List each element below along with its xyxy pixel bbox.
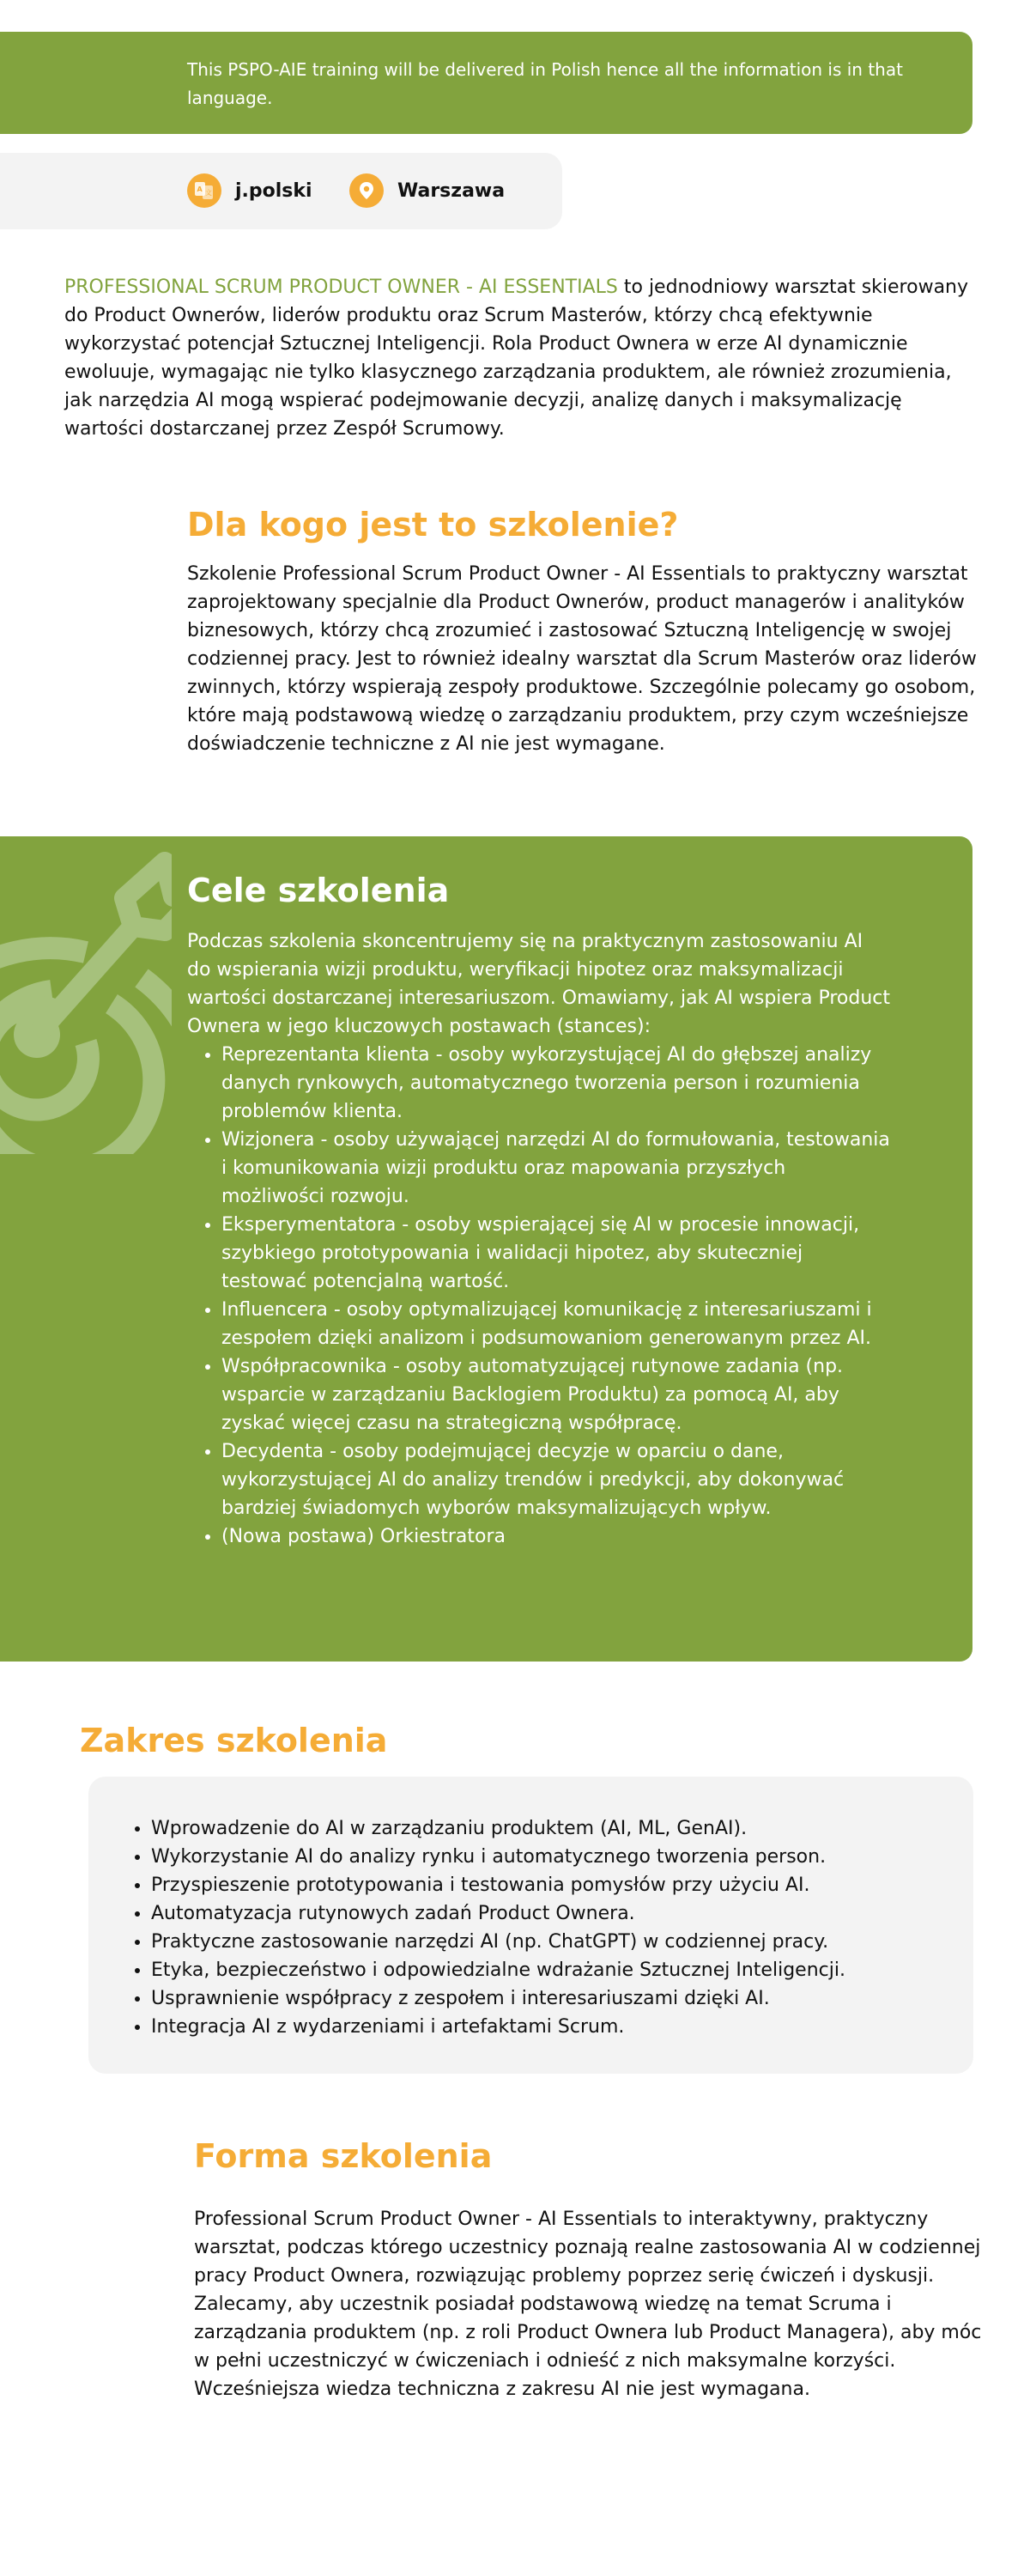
language-label: j.polski [235,179,312,202]
audience-text: Szkolenie Professional Scrum Product Owner - AI Essentials to praktyczny warsztat zaprojektowany specjalnie dla Product Ownerów, product managerów i analityków biznesowych, którzy chcą zrozumieć i zastosować Sztuczną Inteligencję w swojej codziennej pracy. Jest to również idealny warsztat dla Scrum Masterów oraz liderów zwinnych, którzy wspierają zespoły produktowe. Szczególnie polecamy go osobom, które mają podstawową wiedzę o zarządzaniu produktem, przy czym wcześniejsze doświadczenie techniczne z AI nie jest wymagane. [187,563,977,755]
list-item: • Reprezentanta klienta - osoby wykorzystującej AI do głębszej analizy danych rynkowych, automatycznego tworzenia person i rozumienia problemów klienta. [221,1041,891,1126]
list-item: • Eksperymentatora - osoby wspierającej się AI w procesie innowacji, szybkiego prototypowania i walidacji hipotez, aby skuteczniej testować potencjalną wartość. [221,1211,891,1296]
list-item: • Decydenta - osoby podejmującej decyzje w oparciu o dane, wykorzystującej AI do analizy trendów i predykcji, aby dokonywać bardziej świadomych wyborów maksymalizujących wpływ. [221,1437,891,1522]
audience-heading: Dla kogo jest to szkolenie? [187,506,679,544]
goals-section [0,836,972,1662]
list-item: • Wykorzystanie AI do analizy rynku i automatycznego tworzenia person. [151,1843,845,1871]
list-item: • Automatyzacja rutynowych zadań Product Ownera. [151,1899,845,1928]
goals-heading: Cele szkolenia [187,872,450,909]
language-notice-text: This PSPO-AIE training will be delivered in Polish hence all the information is in that language. [187,59,903,108]
format-text: Professional Scrum Product Owner - AI Essentials to interaktywny, praktyczny warsztat, podczas którego uczestnicy poznają realne zastosowania AI w codziennej pracy Product Ownera, rozwiązując problemy poprzez serię ćwiczeń i dyskusji. Zalecamy, aby uczestnik posiadał podstawową wiedzę na temat Scruma i zarządzania produktem (np. z roli Product Ownera lub Product Managera), aby móc w pełni uczestniczyć w ćwiczeniach i odnieść z nich maksymalne korzyści. Wcześniejsza wiedza techniczna z zakresu AI nie jest wymagana. [194,2208,982,2400]
course-name-highlight: PROFESSIONAL SCRUM PRODUCT OWNER - AI ESSENTIALS [64,276,618,298]
scope-box [88,1777,973,2074]
list-item: • Przyspieszenie prototypowania i testowania pomysłów przy użyciu AI. [151,1871,845,1899]
svg-text:A: A [197,185,203,193]
goals-list [187,1041,891,1551]
list-item: • (Nowa postawa) Orkiestratora [221,1522,891,1551]
audience-section [187,505,977,758]
list-item: • Wprowadzenie do AI w zarządzaniu produktem (AI, ML, GenAI). [151,1814,845,1843]
location-info [349,173,505,208]
list-item: • Wizjonera - osoby używającej narzędzi AI do formułowania, testowania i komunikowania wizji produktu oraz mapowania przyszłych możliwości rozwoju. [221,1126,891,1211]
format-section [194,2136,984,2403]
language-info [187,173,312,208]
format-heading: Forma szkolenia [194,2137,493,2175]
intro-text: to jednodniowy warsztat skierowany do Product Ownerów, liderów produktu oraz Scrum Masterów, którzy chcą efektywnie wykorzystać potencjał Sztucznej Inteligencji. Rola Product Ownera w erze AI dynamicznie ewoluuje, wymagając nie tylko klasycznego zarządzania produktem, ale również zrozumienia, jak narzędzia AI mogą wspierać podejmowanie decyzji, analizę danych i maksymalizację wartości dostarczanej przez Zespół Scrumowy. [64,276,969,440]
list-item: • Praktyczne zastosowanie narzędzi AI (np. ChatGPT) w codziennej pracy. [151,1928,845,1956]
target-icon [0,845,172,1154]
list-item: • Etyka, bezpieczeństwo i odpowiedzialne wdrażanie Sztucznej Inteligencji. [151,1956,845,1984]
training-info-box [0,153,562,229]
scope-list [88,1814,845,2041]
location-label: Warszawa [397,179,506,202]
translate-icon [187,173,221,208]
scope-heading: Zakres szkolenia [80,1722,388,1759]
goals-content [187,871,891,1551]
location-pin-icon [349,173,384,208]
language-notice-banner [0,32,972,134]
list-item: • Integracja AI z wydarzeniami i artefaktami Scrum. [151,2013,845,2041]
intro-paragraph [64,273,974,443]
goals-intro-text: Podczas szkolenia skoncentrujemy się na praktycznym zastosowaniu AI do wspierania wizji produktu, weryfikacji hipotez oraz maksymalizacji wartości dostarczanej interesariuszom. Omawiamy, jak AI wspiera Product Ownera w jego kluczowych postawach (stances): [187,931,891,1037]
list-item: • Influencera - osoby optymalizującej komunikację z interesariuszami i zespołem dzięki analizom i podsumowaniom generowanym przez AI. [221,1296,891,1352]
svg-text:文: 文 [205,189,212,197]
list-item: • Współpracownika - osoby automatyzującej rutynowe zadania (np. wsparcie w zarządzaniu Backlogiem Produktu) za pomocą AI, aby zyskać więcej czasu na strategiczną współpracę. [221,1352,891,1437]
list-item: • Usprawnienie współpracy z zespołem i interesariuszami dzięki AI. [151,1984,845,2013]
